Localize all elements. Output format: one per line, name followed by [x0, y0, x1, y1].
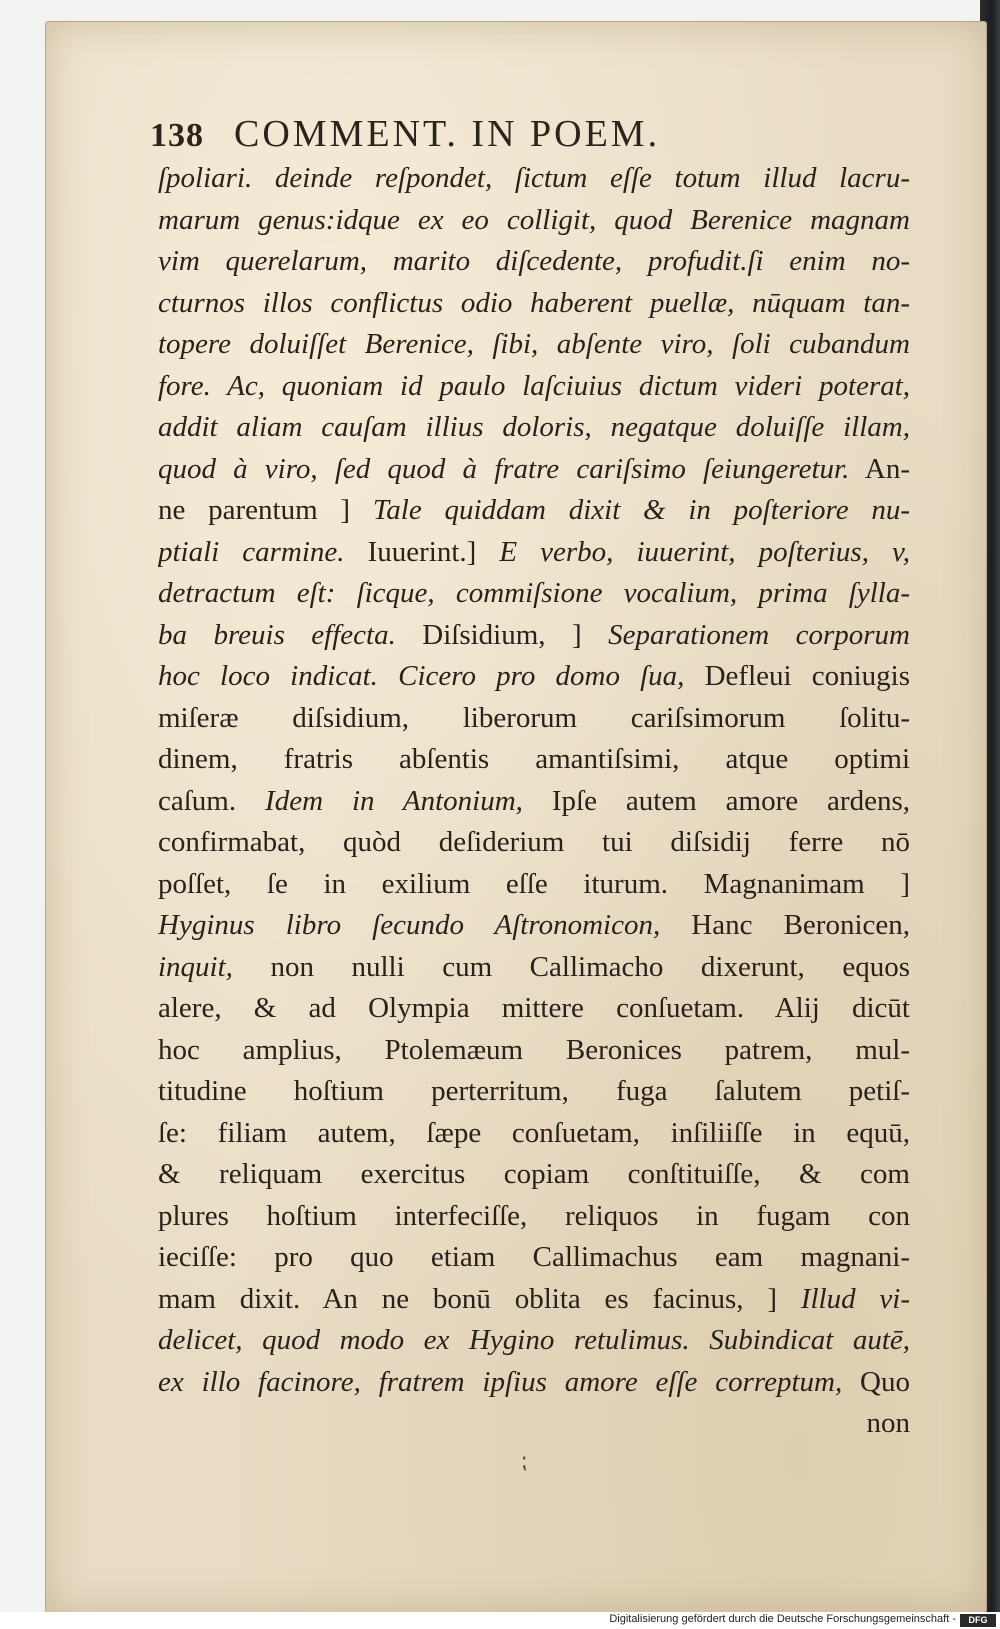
roman-text-run: An-: [849, 452, 910, 485]
text-line: [158, 1154, 910, 1196]
roman-text-run: Diſsidium, ]: [395, 618, 609, 651]
roman-text-run: caſum.: [158, 784, 266, 817]
italic-text-run: hoc loco indicat. Cicero pro domo ſua,: [158, 660, 685, 692]
roman-text-run: dinem, fratris abſentis amantiſsimi, atque optimi: [158, 743, 910, 775]
text-line: [158, 324, 910, 366]
italic-text-run: inquit,: [158, 950, 233, 983]
italic-text-run: Illud vi-: [800, 1282, 910, 1315]
italic-text-run: quod à viro, ſed quod à fratre cariſsimo ſeiungeretur.: [158, 452, 850, 485]
italic-text-run: Idem in Antonium,: [265, 784, 523, 817]
italic-text-run: ba breuis effecta.: [158, 618, 396, 651]
roman-text-run: ieciſſe: pro quo etiam Callimachus eam magnani-: [158, 1241, 910, 1273]
roman-text-run: & reliquam exercitus copiam conſtituiſſe, & com: [158, 1158, 910, 1190]
text-line: [158, 739, 910, 781]
italic-text-run: ptiali carmine.: [158, 535, 345, 568]
roman-text-run: miſeræ diſsidium, liberorum cariſsimorum ſolitu-: [158, 701, 910, 734]
text-line: [158, 905, 910, 947]
roman-text-run: Ipſe autem amore ardens,: [522, 784, 910, 817]
roman-text-run: mam dixit. An ne bonū oblita es facinus, ]: [158, 1282, 801, 1315]
page-number: 138: [150, 117, 204, 154]
roman-text-run: plures hoſtium interfeciſſe, reliquos in fugam con: [158, 1199, 910, 1232]
roman-text-run: Defleui coniugis: [684, 660, 910, 692]
text-line: [158, 573, 910, 615]
text-line: [158, 822, 910, 864]
text-line: [158, 656, 910, 698]
text-line: [158, 407, 910, 449]
printer-mark: ⁏: [520, 1448, 528, 1473]
italic-text-run: Tale quiddam dixit & in poſteriore nu-: [372, 494, 910, 526]
text-line: [158, 241, 910, 283]
roman-text-run: ſe: filiam autem, ſæpe conſuetam, inſiliiſſe in equū,: [158, 1116, 910, 1149]
roman-text-run: titudine hoſtium perterritum, fuga ſalutem petiſ-: [158, 1075, 910, 1107]
dfg-logo: DFG: [960, 1614, 996, 1627]
roman-text-run: hoc amplius, Ptolemæum Beronices patrem, mul-: [158, 1033, 910, 1066]
text-line: [158, 1071, 910, 1113]
text-line: [158, 1237, 910, 1279]
italic-text-run: topere doluiſſet Berenice, ſibi, abſente viro, ſoli cubandum: [158, 328, 910, 360]
text-line: [158, 988, 910, 1030]
italic-text-run: delicet, quod modo ex Hygino retulimus. Subindicat autē,: [158, 1324, 910, 1356]
text-line: [158, 698, 910, 740]
italic-text-run: Separationem corporum: [608, 618, 910, 651]
text-line: [158, 864, 910, 906]
text-line: [158, 158, 910, 200]
text-line: [158, 1113, 910, 1155]
text-line: [158, 1320, 910, 1362]
text-line: [158, 490, 910, 532]
italic-text-run: Hyginus libro ſecundo Aſtronomicon,: [158, 909, 661, 941]
page-header: [150, 112, 910, 156]
text-line: [158, 283, 910, 325]
italic-text-run: cturnos illos conflictus odio haberent puellæ, nūquam tan-: [158, 286, 910, 319]
roman-text-run: confirmabat, quòd deſiderium tui diſsidij ferre nō: [158, 826, 910, 858]
roman-text-run: Quo: [842, 1365, 910, 1398]
roman-text-run: Hanc Beronicen,: [660, 909, 910, 941]
text-line: [158, 366, 910, 408]
italic-text-run: E verbo, iuuerint, poſterius, v,: [499, 535, 910, 568]
text-line: [158, 947, 910, 989]
roman-text-run: Iuuerint.]: [344, 535, 500, 568]
italic-text-run: vim querelarum, marito diſcedente, profudit.ſi enim no-: [158, 245, 910, 277]
text-line: [158, 1403, 910, 1445]
funding-credit: Digitalisierung gefördert durch die Deutsche Forschungsgemeinschaft -: [609, 1613, 956, 1625]
text-line: [158, 615, 910, 657]
italic-text-run: ex illo facinore, fratrem ipſius amore eſſe correptum,: [158, 1365, 843, 1398]
digitization-footer: [0, 1612, 1000, 1629]
roman-text-run: alere, & ad Olympia mittere conſuetam. Alij dicūt: [158, 992, 910, 1024]
roman-text-run: ne parentum ]: [158, 494, 373, 526]
text-line: [158, 781, 910, 823]
italic-text-run: detractum eſt: ſicque, commiſsione vocalium, prima ſylla-: [158, 577, 910, 609]
text-line: [158, 449, 910, 491]
italic-text-run: addit aliam cauſam illius doloris, negatque doluiſſe illam,: [158, 411, 910, 443]
text-line: [158, 1030, 910, 1072]
roman-text-run: non: [866, 1407, 910, 1439]
italic-text-run: fore. Ac, quoniam id paulo laſciuius dictum videri poterat,: [158, 369, 910, 402]
text-line: [158, 532, 910, 574]
roman-text-run: non nulli cum Callimacho dixerunt, equos: [232, 950, 910, 983]
text-line: [158, 1279, 910, 1321]
text-line: [158, 1196, 910, 1238]
text-line: [158, 200, 910, 242]
commentary-text-block: [158, 158, 910, 1445]
text-line: [158, 1362, 910, 1404]
roman-text-run: poſſet, ſe in exilium eſſe iturum. Magnanimam ]: [158, 867, 910, 900]
running-head: COMMENT. IN POEM.: [234, 113, 661, 155]
italic-text-run: marum genus:idque ex eo colligit, quod Berenice magnam: [158, 203, 910, 236]
italic-text-run: ſpoliari. deinde reſpondet, ſictum eſſe totum illud lacru-: [158, 162, 910, 194]
